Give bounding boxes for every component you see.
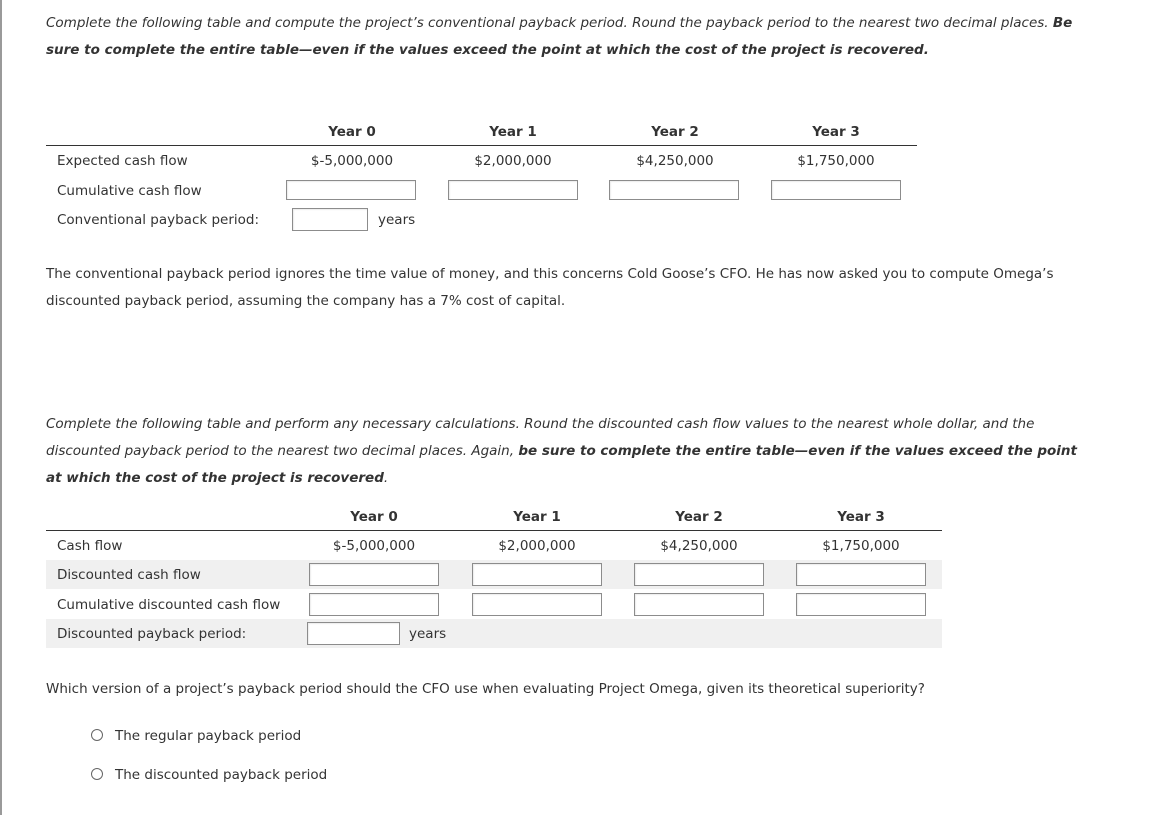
t2-payback-unit: years [409, 626, 447, 642]
t1-expected-year0: $-5,000,000 [310, 153, 394, 169]
instr2-emphasis: be sure to complete the entire table—even if the values exceed the point at which the cost of the project is recovered [46, 443, 1077, 486]
intro-emphasis: Be sure to complete the entire table—even if the values exceed the point at which the cost of the project is recovered [46, 15, 1073, 58]
radio-regular-label[interactable]: The regular payback period [115, 728, 302, 744]
radio-regular[interactable] [91, 729, 103, 741]
radio-discounted[interactable] [91, 768, 103, 780]
t2-cumulative-input-year0[interactable] [309, 593, 439, 616]
t2-discounted-input-year1[interactable] [472, 563, 602, 586]
t2-cashflow-label: Cash flow [57, 538, 123, 554]
t2-discounted-input-year3[interactable] [796, 563, 926, 586]
t2-header-rule [46, 530, 942, 531]
t2-cashflow-year3: $1,750,000 [822, 538, 900, 554]
t1-expected-year3: $1,750,000 [797, 153, 875, 169]
t2-cumulative-input-year2[interactable] [634, 593, 764, 616]
instr2-text: Complete the following table and perform any necessary calculations. Round the discounted cash flow values to the nearest whole dollar, and the discounted payback period to the nearest two decimal places. Again, [46, 416, 1035, 459]
t2-cumulative-input-year3[interactable] [796, 593, 926, 616]
instr2-period: . [383, 470, 389, 486]
t2-discounted-label: Discounted cash flow [57, 567, 201, 583]
t1-header-rule [46, 145, 917, 146]
t2-cashflow-year1: $2,000,000 [498, 538, 576, 554]
t2-discounted-input-year2[interactable] [634, 563, 764, 586]
t2-header-year2: Year 2 [675, 509, 723, 525]
t2-discounted-input-year0[interactable] [309, 563, 439, 586]
t2-payback-label: Discounted payback period: [57, 626, 247, 642]
t2-payback-input[interactable] [307, 622, 400, 645]
t2-cumulative-label: Cumulative discounted cash flow [57, 597, 281, 613]
t1-header-year0: Year 0 [328, 124, 376, 140]
t2-cumulative-input-year1[interactable] [472, 593, 602, 616]
t2-cashflow-year0: $-5,000,000 [332, 538, 416, 554]
t1-cumulative-label: Cumulative cash flow [57, 183, 202, 199]
t1-header-year2: Year 2 [651, 124, 699, 140]
t1-expected-label: Expected cash flow [57, 153, 188, 169]
t1-header-year1: Year 1 [489, 124, 537, 140]
t2-header-year1: Year 1 [513, 509, 561, 525]
t1-payback-input[interactable] [292, 208, 368, 231]
t1-cumulative-input-year3[interactable] [771, 180, 901, 200]
t1-expected-year1: $2,000,000 [474, 153, 552, 169]
t1-payback-unit: years [378, 212, 416, 228]
t1-payback-label: Conventional payback period: [57, 212, 260, 228]
intro-period: . [923, 42, 929, 58]
intro-text: Complete the following table and compute the project’s conventional payback period. Round the payback period to the nearest two decimal places. [46, 15, 1053, 31]
t2-header-year3: Year 3 [837, 509, 885, 525]
t2-cashflow-year2: $4,250,000 [660, 538, 738, 554]
t1-expected-year2: $4,250,000 [636, 153, 714, 169]
t1-cumulative-input-year0[interactable] [286, 180, 416, 200]
t1-cumulative-input-year1[interactable] [448, 180, 578, 200]
t1-cumulative-input-year2[interactable] [609, 180, 739, 200]
t1-header-year3: Year 3 [812, 124, 860, 140]
t2-header-year0: Year 0 [350, 509, 398, 525]
intro-instructions [46, 10, 1086, 64]
instructions-2 [46, 411, 1086, 492]
middle-paragraph: The conventional payback period ignores the time value of money, and this concerns Cold Goose’s CFO. He has now asked you to compute Omega’s discounted payback period, assuming the company has a 7% cost of capital. [46, 266, 1054, 309]
radio-discounted-label[interactable]: The discounted payback period [115, 767, 328, 783]
question-text: Which version of a project’s payback period should the CFO use when evaluating Project Omega, given its theoretical superiority? [46, 681, 925, 697]
